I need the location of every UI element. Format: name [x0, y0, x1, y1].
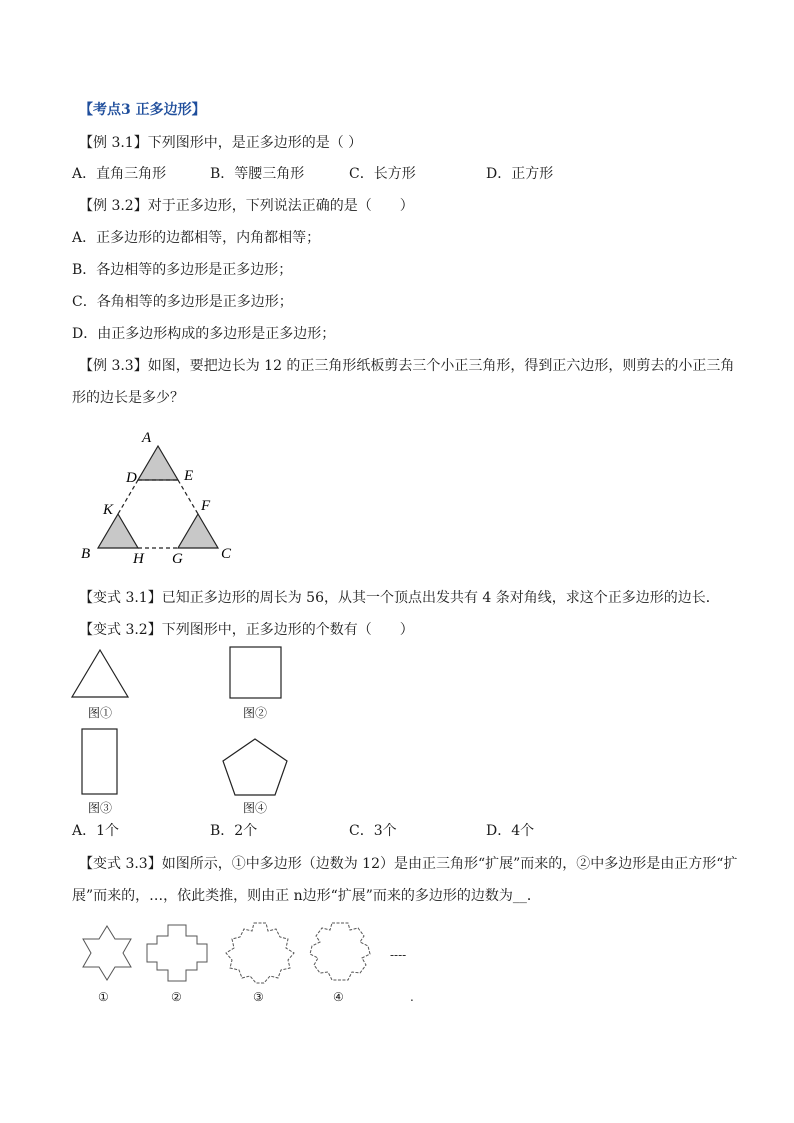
example-3-1-question: 【例 3.1】下列图形中，是正多边形的是（ ）	[79, 135, 363, 151]
left-cut-triangle	[98, 514, 138, 548]
figure-4-label: 图④	[243, 801, 268, 815]
point-e-label: E	[184, 468, 194, 484]
figure-2-label: 图②	[243, 706, 268, 720]
figure-2-square	[228, 646, 284, 700]
point-b-label: B	[81, 546, 91, 562]
expanded-figure-3-label: ③	[253, 990, 264, 1004]
trailing-dot: .	[410, 990, 414, 1004]
expanded-figure-2-label: ②	[171, 990, 182, 1004]
example-3-1-option-c: C．长方形	[349, 166, 416, 182]
variant-3-2-option-d: D．4个	[486, 823, 535, 839]
figure-1-triangle	[70, 648, 130, 700]
point-k-label: K	[103, 502, 114, 518]
example-3-3-line2: 形的边长是多少？	[72, 390, 184, 406]
example-3-1-option-a: A．直角三角形	[72, 166, 167, 182]
triangle-hexagon-figure	[70, 420, 250, 570]
point-f-label: F	[201, 498, 211, 514]
example-3-2-question: 【例 3.2】对于正多边形，下列说法正确的是（ ）	[79, 198, 414, 214]
example-3-2-option-b: B．各边相等的多边形是正多边形；	[72, 262, 293, 278]
example-3-2-option-c: C．各角相等的多边形是正多边形；	[72, 294, 293, 310]
variant-3-2-option-b: B．2个	[210, 823, 258, 839]
point-a-label: A	[142, 430, 152, 446]
section-title: 【考点3 正多边形】	[79, 102, 206, 118]
figure-3-rectangle	[80, 728, 120, 796]
top-cut-triangle	[138, 446, 178, 480]
variant-3-2-option-a: A．1个	[72, 823, 120, 839]
figure-4-pentagon	[220, 737, 290, 797]
expanded-figure-1-label: ①	[98, 990, 109, 1004]
expanded-pentagon-figure	[224, 920, 296, 986]
figure-1-label: 图①	[88, 706, 113, 720]
example-3-1-option-b: B．等腰三角形	[210, 166, 305, 182]
variant-3-2-question: 【变式 3.2】下列图形中，正多边形的个数有（ ）	[79, 622, 414, 638]
expanded-star-figure	[76, 922, 138, 984]
point-h-label: H	[133, 551, 144, 567]
right-cut-triangle	[178, 514, 218, 548]
expanded-hexagon-figure	[304, 920, 376, 986]
variant-3-3-line1: 【变式 3.3】如图所示，①中多边形（边数为 12）是由正三角形“扩展”而来的，②中多边形是由正方形“扩	[79, 856, 738, 872]
point-d-label: D	[126, 470, 137, 486]
variant-3-1-text: 【变式 3.1】已知正多边形的周长为 56，从其一个顶点出发共有 4 条对角线，求这个正多边形的边长．	[79, 590, 720, 606]
example-3-2-option-d: D．由正多边形构成的多边形是正多边形；	[72, 326, 336, 342]
expanded-cross-figure	[144, 922, 210, 984]
example-3-2-option-a: A．正多边形的边都相等，内角都相等；	[72, 230, 321, 246]
variant-3-3-line2: 展”而来的，…，依此类推，则由正 n边形“扩展”而来的多边形的边数为__．	[72, 888, 541, 904]
example-3-1-option-d: D．正方形	[486, 166, 554, 182]
expanded-figure-4-label: ④	[333, 990, 344, 1004]
example-3-3-line1: 【例 3.3】如图，要把边长为 12 的正三角形纸板剪去三个小正三角形，得到正六边形，则剪去的小正三角	[79, 358, 735, 374]
point-c-label: C	[221, 546, 232, 562]
variant-3-2-option-c: C．3个	[349, 823, 397, 839]
point-g-label: G	[172, 551, 183, 567]
figure-3-label: 图③	[88, 801, 113, 815]
figure-ellipsis: ----	[390, 948, 407, 962]
